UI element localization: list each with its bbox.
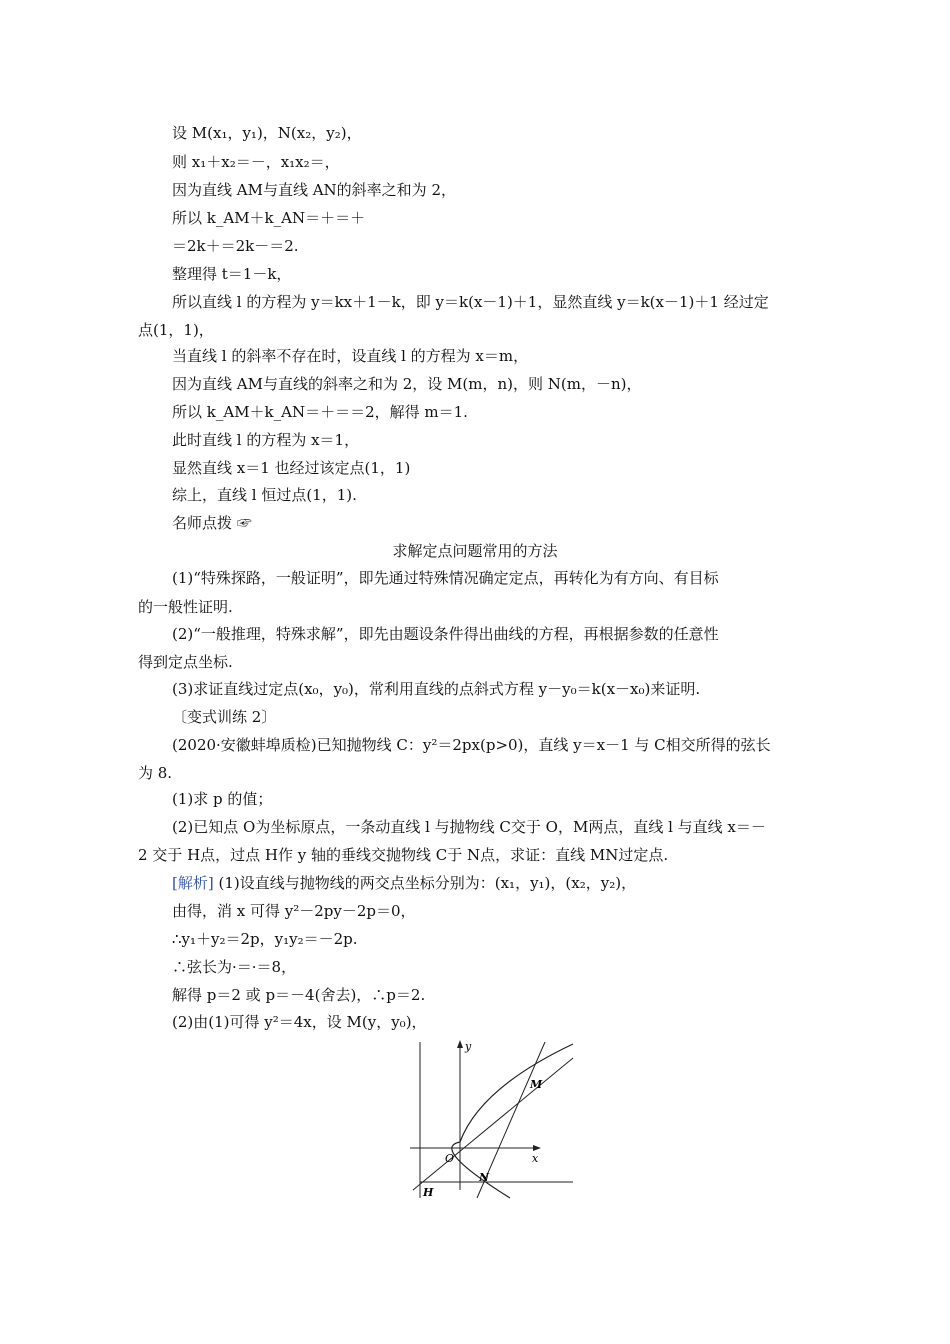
text-line: (3)求证直线过定点(x₀，y₀)，常利用直线的点斜式方程 y－y₀＝k(x－x₀)来证明. [172, 680, 701, 698]
text-line: (2)“一般推理，特殊求解”，即先由题设条件得出曲线的方程，再根据参数的任意性 [172, 625, 719, 643]
text-line: 所以 k_AM＋k_AN＝＋＝＝2，解得 m＝1. [172, 403, 468, 421]
text-line: 因为直线 AM与直线 AN的斜率之和为 2， [172, 181, 456, 199]
label-x: x [532, 1152, 539, 1165]
text-line: ＝2k＋＝2k－＝2. [172, 237, 299, 255]
text-line: 为 8. [138, 764, 173, 782]
text-line: 此时直线 l 的方程为 x＝1， [172, 431, 360, 449]
label-y: y [465, 1040, 472, 1053]
text-line: (2)已知点 O为坐标原点，一条动直线 l 与抛物线 C交于 O，M两点，直线 l 与直线 x＝－ [172, 818, 766, 836]
label-h: H [423, 1186, 434, 1199]
text-line: ∴y₁＋y₂＝2p，y₁y₂＝－2p. [172, 930, 358, 948]
text-line: 得到定点坐标. [138, 653, 233, 671]
text-line: 解得 p＝2 或 p＝－4(舍去)，∴p＝2. [172, 986, 426, 1004]
solution-text: (1)设直线与抛物线的两交点坐标分别为：(x₁，y₁)，(x₂，y₂)， [218, 874, 637, 892]
y-axis-arrow [457, 1040, 463, 1048]
text-line: 当直线 l 的斜率不存在时，设直线 l 的方程为 x＝m， [172, 347, 529, 365]
text-line: 2 交于 H点，过点 H作 y 轴的垂线交抛物线 C于 N点，求证：直线 MN过定点. [138, 846, 669, 864]
text-line: 所以直线 l 的方程为 y＝kx＋1－k，即 y＝k(x－1)＋1，显然直线 y＝k(x－1)＋1 经过定 [172, 293, 769, 311]
text-line: (2020·安徽蚌埠质检)已知抛物线 C：y²＝2px(p>0)，直线 y＝x－1 与 C相交所得的弦长 [172, 736, 771, 754]
label-m: M [530, 1078, 543, 1091]
line-l [413, 1058, 573, 1190]
text-line: (2)由(1)可得 y²＝4x，设 M(y，y₀)， [172, 1013, 427, 1031]
parabola-diagram [395, 1040, 595, 1200]
text-line: 所以 k_AM＋k_AN＝＋＝＋ [172, 209, 366, 227]
text-line: (1)求 p 的值； [172, 790, 273, 808]
label-o: O [445, 1152, 455, 1165]
parabola-figure [395, 1040, 595, 1200]
exercise-heading: 〔变式训练 2〕 [172, 708, 277, 726]
solution-tag: [解析] [172, 874, 214, 892]
text-line: 综上，直线 l 恒过点(1，1). [172, 486, 357, 504]
text-line: 设 M(x₁，y₁)，N(x₂，y₂)， [172, 124, 362, 142]
text-line: 的一般性证明. [138, 598, 233, 616]
text-line: 点(1，1)， [138, 321, 214, 339]
text-line: 因为直线 AM与直线的斜率之和为 2，设 M(m，n)，则 N(m，－n)， [172, 375, 642, 393]
text-line: 整理得 t＝1－k， [172, 265, 292, 283]
method-title: 求解定点问题常用的方法 [392, 542, 558, 560]
text-line: ∴弦长为·＝·＝8， [172, 958, 297, 976]
solution-line [172, 873, 636, 893]
text-line: 则 x₁＋x₂＝－，x₁x₂＝， [172, 153, 340, 171]
x-axis-arrow [533, 1145, 541, 1151]
parabola-curve [452, 1044, 573, 1198]
label-n: N [479, 1171, 490, 1184]
text-line: (1)“特殊探路，一般证明”，即先通过特殊情况确定定点，再转化为有方向、有目标 [172, 569, 719, 587]
text-line: 由得，消 x 可得 y²－2py－2p＝0， [172, 902, 416, 920]
text-line: 显然直线 x＝1 也经过该定点(1，1) [172, 459, 411, 477]
tip-heading: 名师点拨 ☞ [172, 514, 252, 532]
